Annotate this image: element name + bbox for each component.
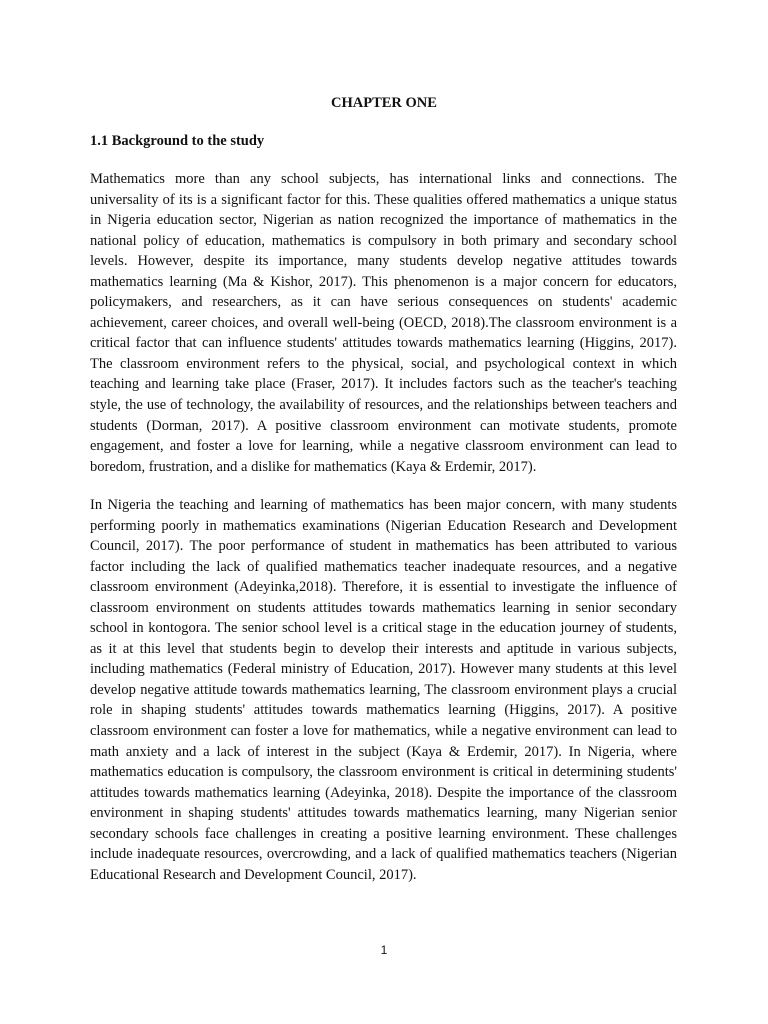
body-paragraph: In Nigeria the teaching and learning of mathematics has been major concern, with many students performing poorly in mathematics examinations (Nigerian Education Research and Development Council, 2017). The poor performance of student in mathematics has been attributed to various factor including the lack of qualified mathematics teacher inadequate resources, and a negative classroom environment (Adeyinka,2018). Therefore, it is essential to investigate the influence of classroom environment on students attitudes towards mathematics learning in senior secondary school in kontogora. The senior school level is a critical stage in the education journey of students, as it at this level that students begin to develop their interests and aptitude in various subjects, including mathematics (Federal ministry of Education, 2017). However many students at this level develop negative attitude towards mathematics learning, The classroom environment plays a crucial role in shaping students' attitudes towards mathematics learning (Higgins, 2017). A positive classroom environment can foster a love for mathematics, while a negative environment can lead to math anxiety and a lack of interest in the subject (Kaya & Erdemir, 2017). In Nigeria, where mathematics education is compulsory, the classroom environment is critical in determining students' attitudes towards mathematics learning (Adeyinka, 2018). Despite the importance of the classroom environment in shaping students' attitudes towards mathematics learning, many Nigerian senior secondary schools face challenges in creating a positive learning environment. These challenges include inadequate resources, overcrowding, and a lack of qualified mathematics teachers (Nigerian Educational Research and Development Council, 2017). [90,497,677,883]
body-paragraph: Mathematics more than any school subjects, has international links and connections. The universality of its is a significant factor for this. These qualities offered mathematics a unique status in Nigeria education sector, Nigerian as nation recognized the importance of mathematics in the national policy of education, mathematics is compulsory in both primary and secondary school levels. However, despite its importance, many students develop negative attitudes towards mathematics learning (Ma & Kishor, 2017). This phenomenon is a major concern for educators, policymakers, and researchers, as it can have serious consequences on students' academic achievement, career choices, and overall well-being (OECD, 2018).The classroom environment is a critical factor that can influence students' attitudes towards mathematics learning (Higgins, 2017). The classroom environment refers to the physical, social, and psychological context in which teaching and learning take place (Fraser, 2017). It includes factors such as the teacher's teaching style, the use of technology, the availability of resources, and the relationships between teachers and students (Dorman, 2017). A positive classroom environment can motivate students, promote engagement, and foster a love for learning, while a negative classroom environment can lead to boredom, frustration, and a dislike for mathematics (Kaya & Erdemir, 2017). [90,171,677,475]
chapter-title: CHAPTER ONE [331,95,437,111]
section-heading: 1.1 Background to the study [90,133,265,149]
page-number: 1 [380,943,388,957]
